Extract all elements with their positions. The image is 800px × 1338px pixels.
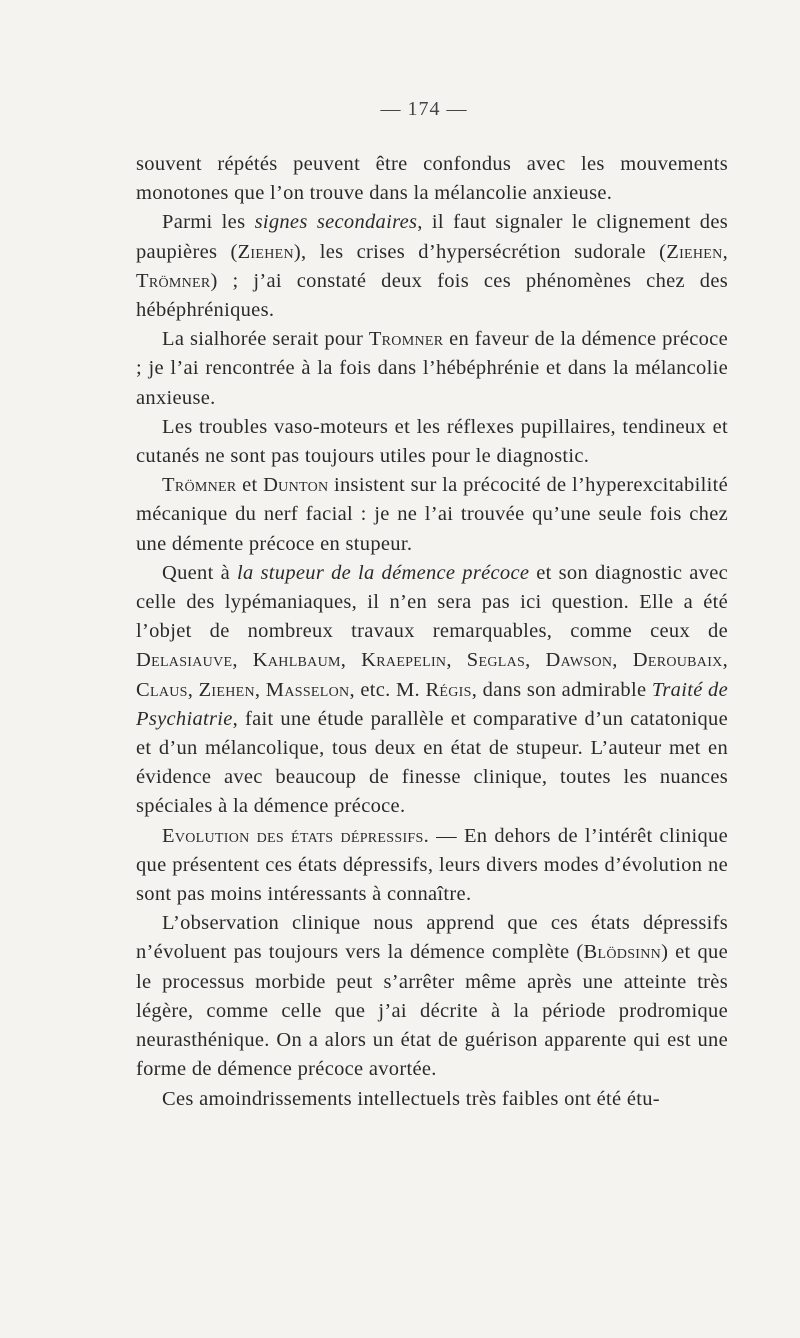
text-run: , etc. M. [349,678,426,701]
name-smallcaps: Trömner [162,474,237,497]
name-smallcaps: Dunton [263,474,329,497]
paragraph [136,909,728,1084]
text-run: ) et que le processus morbide peut s’arrêter même après une atteinte très légère, comme celle que j’ai décrite à la période prodromique neurasthénique. On a alors un état de guérison apparente qui est une forme de démence précoce avortée. [136,941,728,1081]
paragraph [136,150,728,208]
paragraph [136,559,728,822]
name-smallcaps: Blödsinn [583,941,662,964]
text-run: et son diagnostic avec celle des lypémaniaques, il n’en sera pas ici question. Elle a été l’objet de nombreux travaux remarquables, comme ceux de [136,561,728,643]
name-smallcaps: Evolution des états dépressifs. [162,824,430,847]
name-smallcaps: Régis [425,678,472,701]
text-run: , fait une étude parallèle et comparative d’un catatonique et d’un mélancolique, tous deux en état de stupeur. L’auteur met en évidence avec beaucoup de finesse clinique, toutes les nuances spéciales à la démence précoce. [136,707,728,818]
paragraph [136,413,728,471]
text-run: en faveur de la démence précoce ; je l’ai rencontrée à la fois dans l’hébéphrénie et dans la mélancolie anxieuse. [136,328,728,409]
text-run: , il faut signaler le clignement des paupières ( [136,211,729,263]
text-run: Les troubles vaso-moteurs et les réflexes pupillaires, tendineux et cutanés ne sont pas toujours utiles pour le diagnostic. [136,415,728,468]
paragraph [136,208,728,325]
text-run: Quent à [162,561,237,584]
text-run: et [236,474,264,497]
text-run: insistent sur la précocité de l’hyperexcitabilité mécanique du nerf facial : je ne l’ai trouvée qu’une seule fois chez une démente précoce en stupeur. [136,474,728,555]
text-run: — En dehors de l’intérêt clinique que présentent ces états dépressifs, leurs divers modes d’évolution ne sont pas moins intéressants à connaître. [136,824,728,906]
text-run: Ces amoindrissements intellectuels très faibles ont été étu- [162,1087,660,1110]
name-smallcaps: Ziehen, Trömner [136,240,728,292]
paragraph [136,822,728,910]
name-smallcaps: Delasiauve, Kahlbaum, Kraepelin, Seglas, Dawson, Deroubaix, Claus, Ziehen, Masselon [136,649,728,701]
paragraph [136,325,728,413]
name-smallcaps: Ziehen [237,240,294,263]
text-run: L’observation clinique nous apprend que ces états dépressifs n’évoluent pas toujours vers la démence complète ( [136,912,728,964]
paragraph [136,471,728,559]
text-run: , dans son admirable [471,678,652,701]
name-smallcaps: Tromner [368,328,444,351]
text-run: ), les crises d’hypersécrétion sudorale ( [293,240,667,263]
text-run: souvent répétés peuvent être confondus avec les mouvements monotones que l’on trouve dans la mélancolie anxieuse. [136,153,728,205]
italic-run: signes secondaires [254,211,418,234]
italic-run: la stupeur de la démence précoce [236,561,530,584]
text-run: ) ; j’ai constaté deux fois ces phénomènes chez des hébéphréniques. [136,269,728,322]
italic-run: Traité de Psychiatrie [136,678,729,730]
paragraph [136,1085,728,1114]
body-text [136,150,728,1114]
page-number: — 174 — [380,98,468,120]
text-run: Parmi les [162,211,255,234]
text-run: La sialhorée serait pour [162,328,369,351]
